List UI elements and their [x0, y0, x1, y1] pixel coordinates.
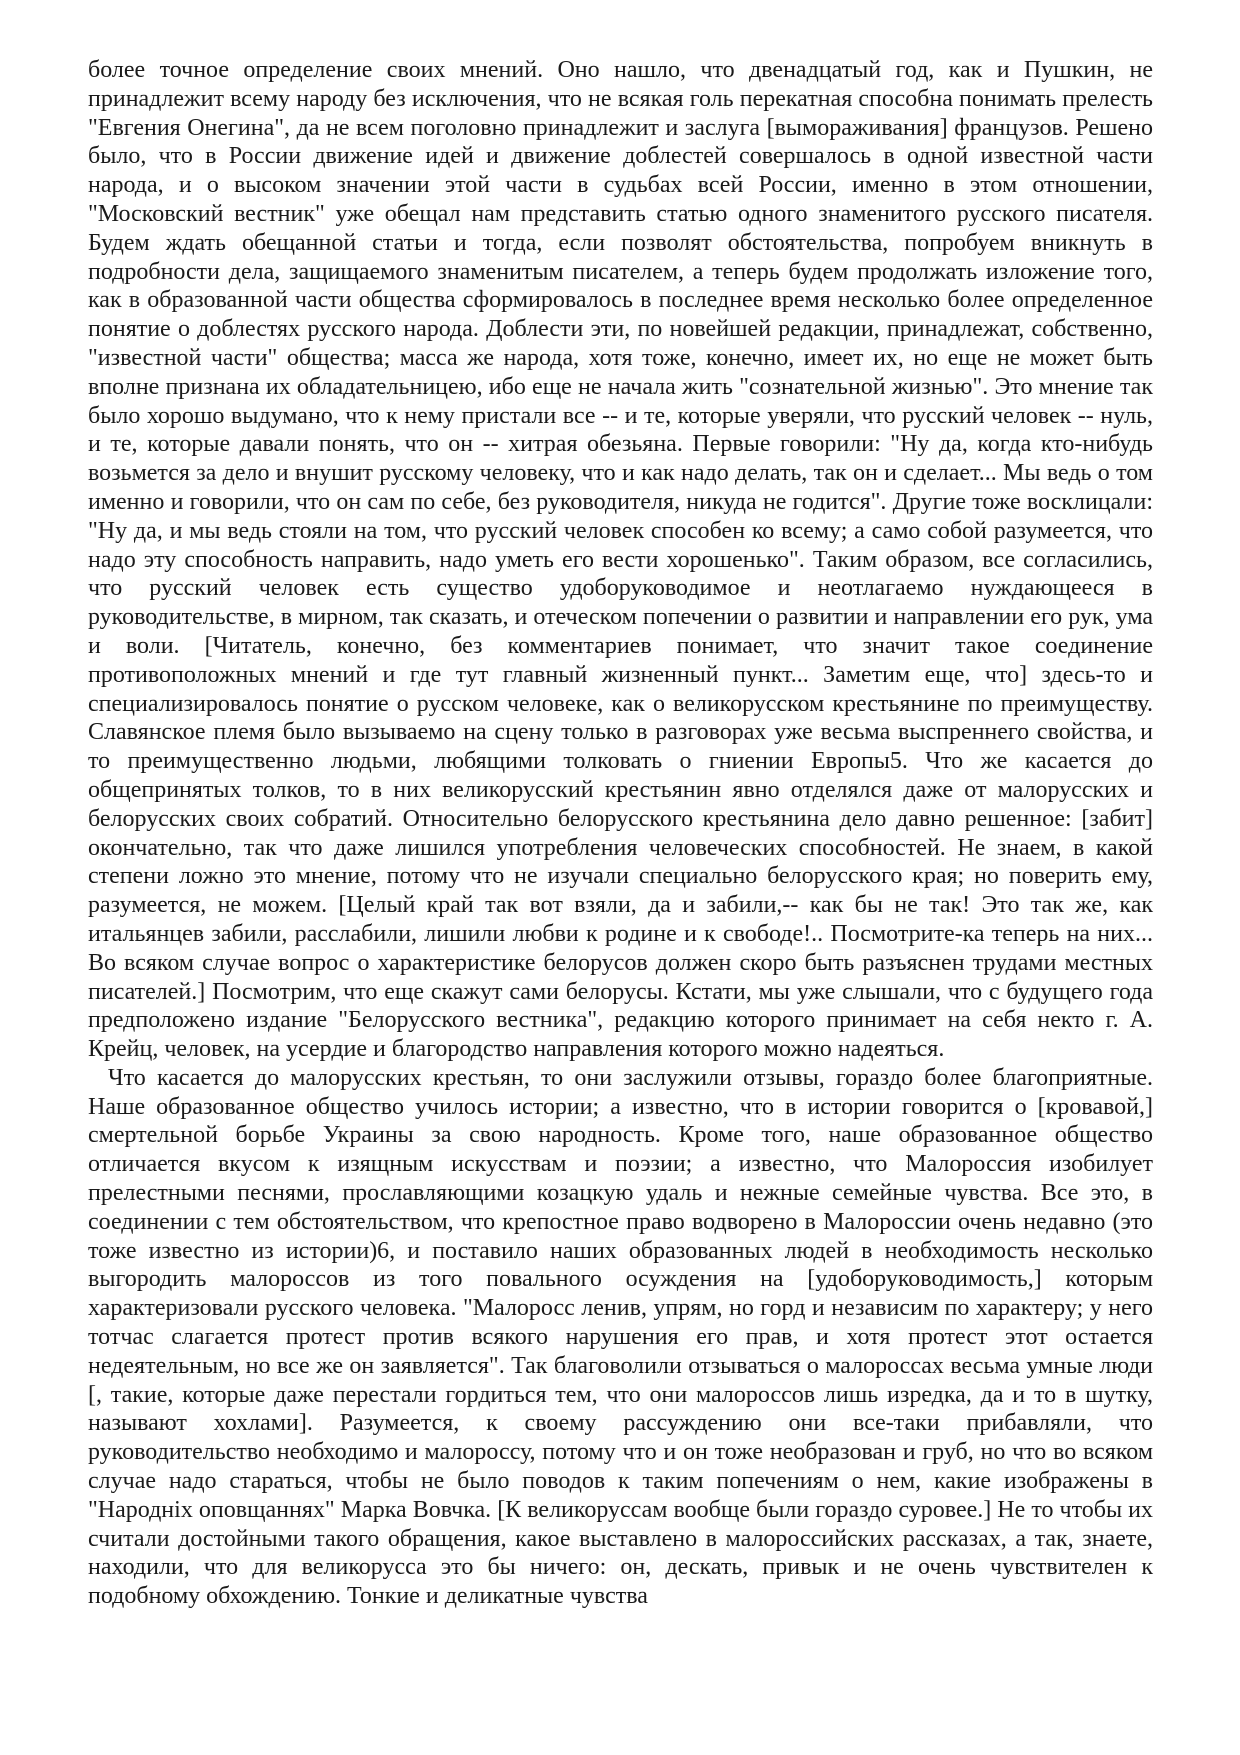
paragraph-1: более точное определение своих мнений. Оно нашло, что двенадцатый год, как и Пушкин, не принадлежит всему народу без исключения, что не всякая голь перекатная способна понимать прелесть "Евгения Онегина", да не всем поголовно принадлежит и заслуга [вымораживания] французов. Решено было, что в России движение идей и движение доблестей совершалось в одной известной части народа, и о высоком значении этой части в судьбах всей России, именно в этом отношении, "Московский вестник" уже обещал нам представить статью одного знаменитого русского писателя. Будем ждать обещанной статьи и тогда, если позволят обстоятельства, попробуем вникнуть в подробности дела, защищаемого знаменитым писателем, а теперь будем продолжать изложение того, как в образованной части общества сформировалось в последнее время несколько более определенное понятие о доблестях русского народа. Доблести эти, по новейшей редакции, принадлежат, собственно, "известной части" общества; масса же народа, хотя тоже, конечно, имеет их, но еще не может быть вполне признана их обладательницею, ибо еще не начала жить "сознательной жизнью". Это мнение так было хорошо выдумано, что к нему пристали все -- и те, которые уверяли, что русский человек -- нуль, и те, которые давали понять, что он -- хитрая обезьяна. Первые говорили: "Ну да, когда кто-нибудь возьмется за дело и внушит русскому человеку, что и как надо делать, так он и сделает... Мы ведь о том именно и говорили, что он сам по себе, без руководителя, никуда не годится". Другие тоже восклицали: "Ну да, и мы ведь стояли на том, что русский человек способен ко всему; а само собой разумеется, что надо эту способность направить, надо уметь его вести хорошенько". Таким образом, все согласились, что русский человек есть существо удоборуководимое и неотлагаемо нуждающееся в руководительстве, в мирном, так сказать, и отеческом попечении о развитии и направлении его рук, ума и воли. [Читатель, конечно, без комментариев понимает, что значит такое соединение противоположных мнений и где тут главный жизненный пункт... Заметим еще, что] здесь-то и специализировалось понятие о русском человеке, как о великорусском крестьянине по преимуществу. Славянское племя было вызываемо на сцену только в разговорах уже весьма выспреннего свойства, и то преимущественно людьми, любящими толковать о гниении Европы5. Что же касается до общепринятых толков, то в них великорусский крестьянин явно отделялся даже от малорусских и белорусских своих собратий. Относительно белорусского крестьянина дело давно решенное: [забит] окончательно, так что даже лишился употребления человеческих способностей. Не знаем, в какой степени ложно это мнение, потому что не изучали специально белорусского края; но поверить ему, разумеется, не можем. [Целый край так вот взяли, да и забили,-- как бы не так! Это так же, как итальянцев забили, расслабили, лишили любви к родине и к свободе!.. Посмотрите-ка теперь на них... Во всяком случае вопрос о характеристике белорусов должен скоро быть разъяснен трудами местных писателей.] Посмотрим, что еще скажут сами белорусы. Кстати, мы уже слышали, что с будущего года предположено издание "Белорусского вестника", редакцию которого принимает на себя некто г. А. Крейц, человек, на усердие и благородство направления которого можно надеяться.	[88, 57, 1153, 1063]
paragraph-2: Что касается до малорусских крестьян, то они заслужили отзывы, гораздо более благоприятные. Наше образованное общество училось истории; а известно, что в истории говорится о [кровавой,] смертельной борьбе Украины за свою народность. Кроме того, наше образованное общество отличается вкусом к изящным искусствам и поэзии; а известно, что Малороссия изобилует прелестными песнями, прославляющими козацкую удаль и нежные семейные чувства. Все это, в соединении с тем обстоятельством, что крепостное право водворено в Малороссии очень недавно (это тоже известно из истории)6, и поставило наших образованных людей в необходимость несколько выгородить малороссов из того повального осуждения на [удоборуководимость,] которым характеризовали русского человека. "Малоросс ленив, упрям, но горд и независим по характеру; у него тотчас слагается протест против всякого нарушения его прав, и хотя протест этот остается недеятельным, но все же он заявляется". Так благоволили отзываться о малороссах весьма умные люди [, такие, которые даже перестали гордиться тем, что они малороссов лишь изредка, да и то в шутку, называют хохлами]. Разумеется, к своему рассуждению они все-таки прибавляли, что руководительство необходимо и малороссу, потому что и он тоже необразован и груб, но что во всяком случае надо стараться, чтобы не было поводов к таким попечениям о нем, какие изображены в "Народнiх оповщаннях" Марка Вовчка. [К великоруссам вообще были гораздо суровее.] Не то чтобы их считали достойными такого обращения, какое выставлено в малороссийских рассказах, а так, знаете, находили, что для великорусса это бы ничего: он, дескать, привык и не очень чувствителен к подобному обхождению. Тонкие и деликатные чувства	[88, 1064, 1153, 1610]
document-page	[88, 56, 1153, 1611]
